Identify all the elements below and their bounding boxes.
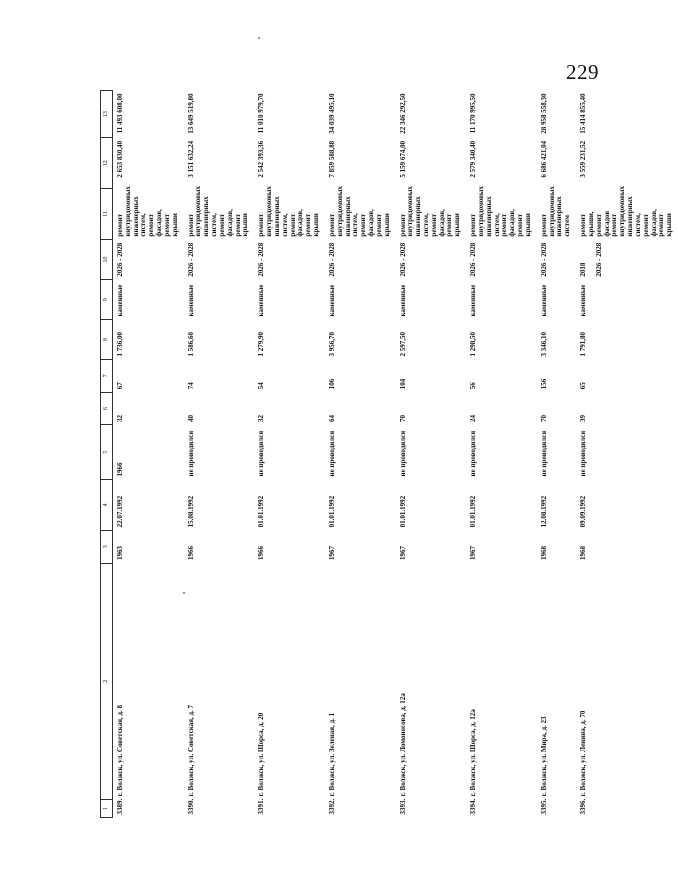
column-number-row [101,91,113,818]
work-line: инженерных систем, [202,196,219,237]
works-cost: 3 559 231,52 [579,140,588,178]
wall-material: каменные [327,284,336,317]
last-repair: не проводился [257,430,266,477]
table-row [396,91,467,818]
table-row [576,91,678,818]
work-line: ремонт [327,213,336,237]
capital-repair-table [100,90,678,818]
wall-material: каменные [579,284,588,317]
work-line: инженерных систем, [272,196,289,237]
year-built: 1967 [398,546,407,561]
repair-period-value: 2026 - 2028 [539,242,548,277]
repair-works [325,186,396,240]
work-line: инженерных систем, [484,196,501,237]
work-line: ремонт фасадов, [500,209,517,237]
count-a: 39 [579,414,588,422]
last-repair: не проводился [539,430,548,477]
total-cost: 11 170 995,50 [469,93,478,134]
wall-material: каменные [186,284,195,317]
table-row [466,91,537,818]
total-cost: 22 346 292,50 [398,93,407,134]
registration-date: 01.01.1992 [257,495,266,528]
repair-works [537,186,576,240]
last-repair: 1966 [116,462,124,477]
work-line: ремонт крыши [162,213,179,237]
repair-period-value: 2026 - 2028 [257,242,266,277]
works-cost: 2 579 340,40 [469,140,478,178]
work-line: ремонт крыши [233,213,250,237]
registration-date: 01.01.1992 [327,495,336,528]
page-number: 229 [566,60,599,84]
work-line: ремонт [539,213,548,237]
repair-works [113,186,184,240]
column-number: 3 [101,530,113,563]
count-b: 65 [579,382,588,390]
year-built: 1966 [186,546,195,561]
count-a: 32 [116,414,124,422]
previous-repair-period: 2018 [579,262,588,277]
wall-material: каменные [398,284,407,317]
works-cost: 2 653 830,40 [116,140,124,178]
year-built: 1967 [469,546,478,561]
count-a: 24 [469,414,478,422]
work-line: ремонт фасадов, [359,209,376,237]
work-line: ремонт фасадов, [641,209,658,237]
count-b: 56 [469,382,478,390]
table-body [113,91,678,818]
column-number: 9 [101,280,113,320]
last-repair: не проводился [327,430,336,477]
area: 2 597,50 [398,332,407,357]
work-line: ремонт крыши [657,213,674,237]
work-line: ремонт фасадов, [217,209,234,237]
repair-period-value: 2026 - 2028 [398,242,407,277]
repair-period-value: 2026 - 2028 [594,242,603,277]
work-line: ремонт [257,213,266,237]
work-line: ремонт фасадов, [288,209,305,237]
work-line: внутридомовых [194,186,203,237]
year-built: 1968 [579,546,588,561]
work-line: инженерных систем, [131,196,148,237]
last-repair: не проводился [579,430,588,477]
column-number: 2 [101,563,113,799]
wall-material: каменные [539,284,548,317]
registration-date: 12.08.1992 [539,495,548,528]
area: 1 791,80 [579,332,588,357]
works-cost: 7 859 588,88 [327,140,336,178]
address: г. Волжск, ул. Шорса, д. 20 [257,712,266,797]
work-line: внутридомовых [476,186,485,237]
work-line: ремонт [116,213,124,237]
year-built: 1968 [539,546,548,561]
work-line: внутридомовых [265,186,274,237]
row-number: 3393. [398,798,407,815]
work-line: ремонт [398,213,407,237]
table-row [537,91,576,818]
registration-date: 09.09.1992 [579,495,588,528]
works-cost: 2 542 393,36 [257,140,266,178]
row-number: 3394. [469,798,478,815]
year-built: 1963 [116,546,124,561]
work-line: ремонт крыши [374,213,391,237]
work-line: ремонт [469,213,478,237]
row-number: 3390. [186,798,195,815]
work-line: инженерных систем, [414,196,430,237]
last-repair: не проводился [469,430,478,477]
table-row [184,91,255,818]
repair-period [466,240,537,280]
area: 1 586,60 [186,332,195,357]
repair-period-value: 2026 - 2028 [327,242,336,277]
repair-period [576,240,678,280]
wall-material: каменные [116,284,124,317]
row-number: 3389. [116,798,124,815]
work-line: ремонт [186,213,195,237]
column-number: 6 [101,392,113,425]
work-line: инженерных систем, [626,196,642,237]
repair-period [537,240,576,280]
last-repair: не проводился [398,430,407,477]
column-number: 8 [101,320,113,360]
table-row [113,91,184,818]
count-a: 70 [398,414,407,422]
count-a: 40 [186,414,195,422]
last-repair: не проводился [186,430,195,477]
total-cost: 34 039 495,10 [327,93,336,134]
year-built: 1966 [257,546,266,561]
registration-date: 01.01.1992 [398,495,407,528]
work-line: внутридомовых [123,186,132,237]
year-built: 1967 [327,546,336,561]
work-line: инженерных систем, [343,196,360,237]
column-number: 1 [101,799,113,817]
total-cost: 11 010 979,70 [257,93,266,134]
address: г. Волжск, ул. Мира, д. 23 [539,716,548,797]
repair-works [254,186,325,240]
wall-material: каменные [469,284,478,317]
work-line: внутридомовых [406,186,415,237]
count-b: 104 [398,378,407,390]
count-b: 106 [327,378,336,390]
repair-period [184,240,255,280]
column-number: 5 [101,425,113,480]
column-number: 10 [101,240,113,280]
table-row [325,91,396,818]
work-line: ремонт крыши [304,213,321,237]
area: 1 736,00 [116,332,124,357]
column-number: 7 [101,360,113,393]
address: г. Волжск, ул. Шорса, д. 12а [469,709,478,797]
works-cost: 3 151 632,24 [186,140,195,178]
total-cost: 13 649 519,80 [186,93,195,134]
work-line: ремонт [610,213,619,237]
total-cost: 11 493 608,00 [116,93,124,134]
address: г. Волжск, ул. Советская, д. 7 [186,704,195,797]
works-cost: 6 686 421,04 [539,140,548,178]
repair-period [396,240,467,280]
repair-works [184,186,255,240]
repair-period-value: 2026 - 2028 [186,242,195,277]
repair-period [113,240,184,280]
repair-works [396,186,467,240]
column-number: 12 [101,138,113,189]
work-line: ремонт фасадов, [429,209,446,237]
scan-speck [258,37,260,39]
previous-work-line: ремонт крыши, [579,211,595,237]
area: 3 346,10 [539,332,548,357]
repair-period-value: 2026 - 2028 [469,242,478,277]
works-cost: 5 159 674,00 [398,140,407,178]
column-number: 4 [101,479,113,530]
count-a: 32 [257,414,266,422]
row-number: 3395. [539,798,548,815]
address: г. Волжск, ул. Советская, д. 8 [116,704,124,797]
repair-period [254,240,325,280]
repair-works [466,186,537,240]
wall-material: каменные [257,284,266,317]
area: 3 956,70 [327,332,336,357]
address: г. Волжск, ул. Ломоносова, д. 12а [398,693,407,797]
table-row [254,91,325,818]
row-number: 3391. [257,798,266,815]
registration-date: 22.07.1992 [116,495,124,528]
work-line: ремонт крыши [516,213,532,237]
count-a: 70 [539,414,548,422]
previous-work-line: ремонт фасадов [594,210,611,237]
count-b: 156 [539,378,548,390]
registration-date: 15.08.1992 [186,495,195,528]
address: г. Волжск, ул. Зеленая, д. 1 [327,712,336,797]
count-a: 64 [327,414,336,422]
count-b: 74 [186,382,195,390]
total-cost: 28 958 558,30 [539,93,548,134]
column-number: 11 [101,189,113,240]
area: 1 298,50 [469,332,478,357]
rotated-table-frame [100,90,674,818]
count-b: 67 [116,382,124,390]
work-line: внутридомовых [618,186,627,237]
address: г. Волжск, ул. Ленина, д. 70 [579,710,588,797]
count-b: 54 [257,382,266,390]
work-line: инженерных систем [555,196,572,237]
row-number: 3396. [579,798,588,815]
registration-date: 01.01.1992 [469,495,478,528]
work-line: внутридомовых [335,186,344,237]
repair-period-value: 2026 - 2028 [116,242,124,277]
row-number: 3392. [327,798,336,815]
work-line: внутридомовых [547,186,556,237]
total-cost: 15 414 855,40 [579,93,588,134]
work-line: ремонт крыши [445,213,462,237]
repair-works [576,186,678,240]
repair-period [325,240,396,280]
area: 1 279,90 [257,332,266,357]
column-number: 13 [101,91,113,138]
work-line: ремонт фасадов, [147,209,164,237]
